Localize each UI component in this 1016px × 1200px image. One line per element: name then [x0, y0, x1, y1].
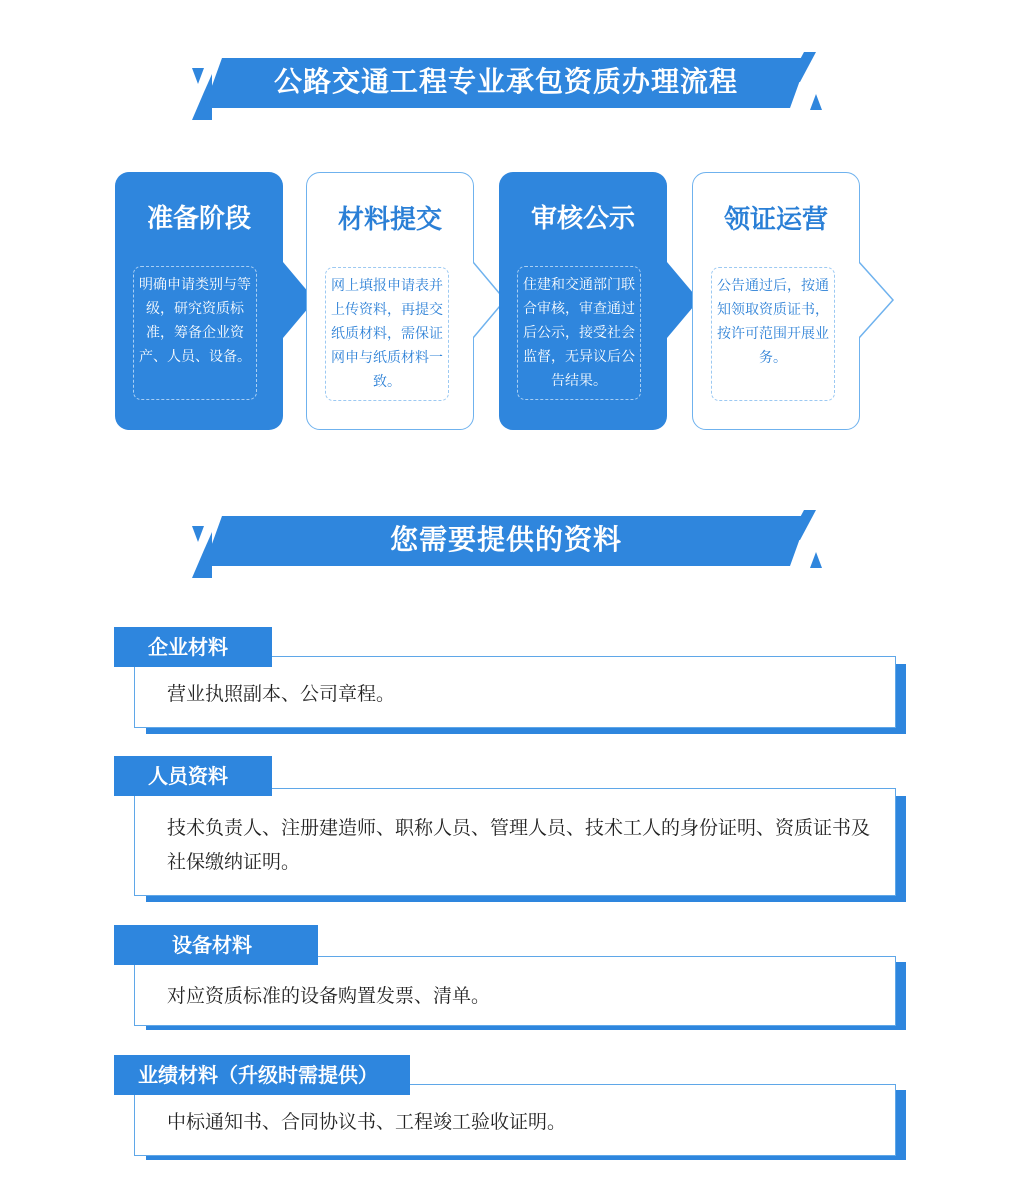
step-title: 领证运营 — [723, 205, 828, 235]
material-label: 人员资料 — [114, 756, 272, 796]
materials-title: 您需要提供的资料 — [389, 523, 622, 556]
material-text: 对应资质标准的设备购置发票、清单。 — [167, 985, 491, 1007]
step-title: 材料提交 — [337, 205, 442, 235]
step-desc: 住建和交通部门联合审核，审查通过后公示，接受社会监督，无异议后公告结果。 — [517, 266, 641, 400]
step-card-review — [499, 172, 667, 430]
step-desc: 网上填报申请表并上传资料，再提交纸质材料，需保证网申与纸质材料一致。 — [325, 267, 449, 401]
process-banner — [190, 52, 822, 124]
material-card-equipment — [134, 956, 896, 1026]
step-title: 准备阶段 — [146, 204, 251, 234]
material-text: 中标通知书、合同协议书、工程竣工验收证明。 — [167, 1111, 567, 1133]
material-label: 业绩材料（升级时需提供） — [114, 1055, 410, 1095]
material-text: 技术负责人、注册建造师、职称人员、管理人员、技术工人的身份证明、资质证书及社保缴纳证明。 — [167, 817, 871, 873]
step-desc: 明确申请类别与等级，研究资质标准，筹备企业资产、人员、设备。 — [133, 266, 257, 400]
step-card-prepare — [115, 172, 283, 430]
material-label: 设备材料 — [114, 925, 318, 965]
step-card-submit — [306, 172, 474, 430]
chevron-right-icon — [859, 262, 899, 338]
materials-banner — [190, 510, 822, 582]
process-title: 公路交通工程专业承包资质办理流程 — [273, 65, 738, 98]
step-card-license — [692, 172, 860, 430]
step-desc: 公告通过后，按通知领取资质证书，按许可范围开展业务。 — [711, 267, 835, 401]
step-title: 审核公示 — [530, 204, 635, 234]
material-text: 营业执照副本、公司章程。 — [167, 683, 396, 705]
material-label: 企业材料 — [114, 627, 272, 667]
material-card-personnel — [134, 788, 896, 896]
